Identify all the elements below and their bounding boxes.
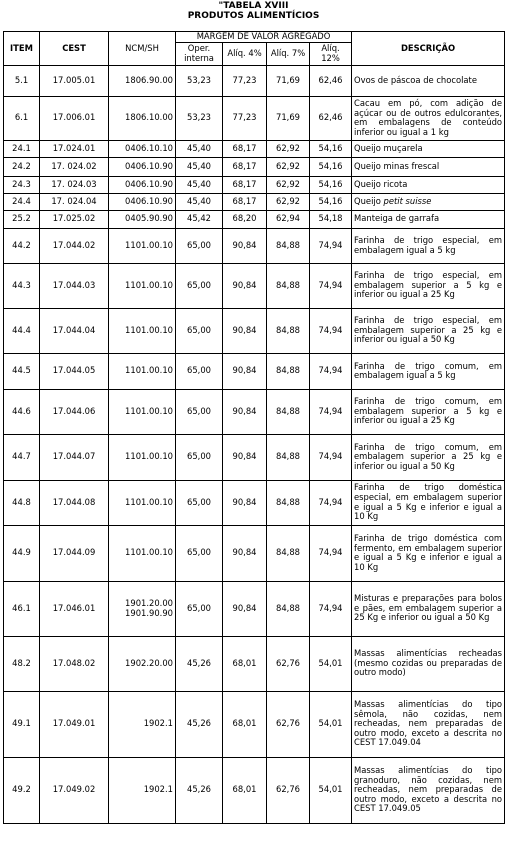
- cell-aliq4: 90,84: [223, 228, 267, 263]
- cell-aliq4: 90,84: [223, 389, 267, 434]
- cell-cest: 17.049.02: [40, 757, 109, 823]
- cell-oper: 45,26: [176, 757, 223, 823]
- cell-descricao-italic: petit suisse: [383, 195, 432, 206]
- table-row: [4, 581, 505, 636]
- cell-ncm: 1101.00.10: [109, 525, 176, 581]
- cell-aliq12: 74,94: [310, 389, 352, 434]
- cell-aliq7: 84,88: [267, 389, 310, 434]
- cell-item: 24.3: [4, 176, 40, 193]
- cell-oper: 65,00: [176, 263, 223, 308]
- cell-ncm: 1101.00.10: [109, 308, 176, 353]
- cell-descricao: Massas alimentícias do tipo granoduro, não cozidas, nem recheadas, nem preparadas de outro modo, exceto a descrita no CEST 17.049.05: [352, 757, 505, 823]
- cell-item: 44.8: [4, 480, 40, 525]
- cell-item: 5.1: [4, 65, 40, 96]
- cell-item: 44.3: [4, 263, 40, 308]
- cell-cest: 17.044.02: [40, 228, 109, 263]
- table-row: [4, 308, 505, 353]
- cell-cest: 17.044.09: [40, 525, 109, 581]
- cell-aliq12: 54,16: [310, 140, 352, 157]
- cell-aliq12: 74,94: [310, 228, 352, 263]
- cell-item: 49.1: [4, 691, 40, 757]
- products-table: [3, 31, 505, 824]
- cell-aliq7: 71,69: [267, 96, 310, 140]
- cell-ncm: 0406.10.10: [109, 140, 176, 157]
- cell-oper: 45,40: [176, 157, 223, 176]
- cell-item: 44.9: [4, 525, 40, 581]
- table-row: [4, 228, 505, 263]
- cell-descricao: Queijo minas frescal: [352, 157, 505, 176]
- cell-aliq4: 68,17: [223, 140, 267, 157]
- cell-aliq7: 84,88: [267, 434, 310, 480]
- cell-aliq4: 68,17: [223, 176, 267, 193]
- cell-cest: 17. 024.04: [40, 193, 109, 210]
- cell-aliq12: 54,01: [310, 636, 352, 691]
- table-title-line2: PRODUTOS ALIMENTÍCIOS: [187, 11, 320, 21]
- cell-aliq4: 68,17: [223, 157, 267, 176]
- cell-aliq7: 84,88: [267, 263, 310, 308]
- cell-cest: 17.044.07: [40, 434, 109, 480]
- cell-aliq12: 74,94: [310, 308, 352, 353]
- cell-oper: 65,00: [176, 525, 223, 581]
- cell-aliq4: 68,17: [223, 193, 267, 210]
- cell-descricao: Manteiga de garrafa: [352, 210, 505, 228]
- cell-descricao: Farinha de trigo comum, em embalagem igual a 5 kg: [352, 353, 505, 389]
- cell-descricao: Farinha de trigo comum, em embalagem superior a 5 kg e inferior ou igual a 25 Kg: [352, 389, 505, 434]
- cell-oper: 45,40: [176, 140, 223, 157]
- cell-aliq12: 54,16: [310, 157, 352, 176]
- header-ncm: NCM/SH: [109, 32, 176, 66]
- header-item: ITEM: [4, 32, 40, 66]
- cell-oper: 65,00: [176, 228, 223, 263]
- cell-aliq7: 71,69: [267, 65, 310, 96]
- cell-descricao: Farinha de trigo doméstica especial, em embalagem superior e igual a 5 Kg e inferior e igual a 10 Kg: [352, 480, 505, 525]
- cell-descricao: Queijo ricota: [352, 176, 505, 193]
- cell-aliq7: 84,88: [267, 581, 310, 636]
- cell-ncm: 1101.00.10: [109, 389, 176, 434]
- cell-descricao-prefix: Queijo: [354, 195, 384, 206]
- cell-oper: 65,00: [176, 389, 223, 434]
- cell-descricao: Farinha de trigo especial, em embalagem igual a 5 kg: [352, 228, 505, 263]
- cell-oper: 65,00: [176, 308, 223, 353]
- cell-aliq12: 54,01: [310, 757, 352, 823]
- cell-cest: 17.005.01: [40, 65, 109, 96]
- cell-aliq4: 90,84: [223, 581, 267, 636]
- cell-aliq4: 68,20: [223, 210, 267, 228]
- cell-item: 49.2: [4, 757, 40, 823]
- table-row: [4, 210, 505, 228]
- cell-item: 44.4: [4, 308, 40, 353]
- cell-aliq12: 62,46: [310, 65, 352, 96]
- table-row: [4, 353, 505, 389]
- cell-cest: 17.024.01: [40, 140, 109, 157]
- cell-cest: 17.048.02: [40, 636, 109, 691]
- cell-aliq12: 54,01: [310, 691, 352, 757]
- table-row: [4, 636, 505, 691]
- cell-cest: 17. 024.02: [40, 157, 109, 176]
- cell-cest: 17.044.06: [40, 389, 109, 434]
- cell-descricao: Farinha de trigo comum, em embalagem superior a 25 kg e inferior ou igual a 50 Kg: [352, 434, 505, 480]
- cell-cest: 17.025.02: [40, 210, 109, 228]
- cell-aliq12: 74,94: [310, 581, 352, 636]
- cell-oper: 45,42: [176, 210, 223, 228]
- cell-ncm: 1101.00.10: [109, 434, 176, 480]
- cell-aliq7: 84,88: [267, 480, 310, 525]
- cell-ncm: 0406.10.90: [109, 176, 176, 193]
- cell-ncm: 1902.20.00: [109, 636, 176, 691]
- cell-ncm: 1806.10.00: [109, 96, 176, 140]
- table-row: [4, 176, 505, 193]
- cell-aliq7: 62,92: [267, 176, 310, 193]
- cell-ncm: 0406.10.90: [109, 193, 176, 210]
- header-descricao: DESCRIÇÃO: [352, 32, 505, 66]
- header-oper-interna: Oper. interna: [176, 42, 223, 65]
- cell-item: 44.2: [4, 228, 40, 263]
- table-row: [4, 480, 505, 525]
- table-row: [4, 157, 505, 176]
- cell-cest: 17. 024.03: [40, 176, 109, 193]
- cell-aliq7: 84,88: [267, 228, 310, 263]
- cell-descricao: Ovos de páscoa de chocolate: [352, 65, 505, 96]
- cell-ncm: 1901.20.00 1901.90.90: [109, 581, 176, 636]
- cell-item: 25.2: [4, 210, 40, 228]
- table-row: [4, 691, 505, 757]
- table-row: [4, 96, 505, 140]
- cell-aliq12: 54,16: [310, 193, 352, 210]
- cell-aliq12: 74,94: [310, 434, 352, 480]
- cell-item: 24.1: [4, 140, 40, 157]
- cell-cest: 17.044.05: [40, 353, 109, 389]
- cell-ncm: 1902.1: [109, 691, 176, 757]
- cell-cest: 17.044.03: [40, 263, 109, 308]
- cell-oper: 45,26: [176, 691, 223, 757]
- cell-descricao: Farinha de trigo doméstica com fermento, em embalagem superior e igual a 5 Kg e inferior e igual a 10 Kg: [352, 525, 505, 581]
- table-row: [4, 434, 505, 480]
- cell-descricao: Misturas e preparações para bolos e pães, em embalagem superior a 25 Kg e inferior ou igual a 50 Kg: [352, 581, 505, 636]
- cell-aliq4: 68,01: [223, 636, 267, 691]
- cell-aliq12: 54,16: [310, 176, 352, 193]
- cell-item: 44.6: [4, 389, 40, 434]
- table-row: [4, 140, 505, 157]
- cell-aliq7: 62,76: [267, 757, 310, 823]
- cell-aliq7: 62,94: [267, 210, 310, 228]
- cell-oper: 45,40: [176, 193, 223, 210]
- cell-oper: 65,00: [176, 480, 223, 525]
- cell-aliq4: 90,84: [223, 434, 267, 480]
- cell-oper: 53,23: [176, 65, 223, 96]
- cell-aliq12: 74,94: [310, 480, 352, 525]
- cell-aliq4: 90,84: [223, 263, 267, 308]
- cell-descricao: Massas alimentícias recheadas (mesmo cozidas ou preparadas de outro modo): [352, 636, 505, 691]
- cell-item: 24.2: [4, 157, 40, 176]
- cell-oper: 45,40: [176, 176, 223, 193]
- table-row: [4, 193, 505, 210]
- header-cest: CEST: [40, 32, 109, 66]
- table-title-line1: "TABELA XVIII: [218, 1, 289, 11]
- cell-cest: 17.006.01: [40, 96, 109, 140]
- cell-descricao: Farinha de trigo especial, em embalagem superior a 5 kg e inferior ou igual a 25 Kg: [352, 263, 505, 308]
- cell-aliq4: 77,23: [223, 65, 267, 96]
- header-aliq-12: Alíq. 12%: [310, 42, 352, 65]
- cell-item: 44.7: [4, 434, 40, 480]
- cell-cest: 17.044.08: [40, 480, 109, 525]
- table-row: [4, 65, 505, 96]
- cell-cest: 17.046.01: [40, 581, 109, 636]
- cell-oper: 65,00: [176, 434, 223, 480]
- cell-ncm: 0405.90.90: [109, 210, 176, 228]
- cell-ncm: 1101.00.10: [109, 263, 176, 308]
- cell-descricao: Cacau em pó, com adição de açúcar ou de outros edulcorantes, em embalagens de conteúdo inferior ou igual a 1 kg: [352, 96, 505, 140]
- cell-ncm: 0406.10.90: [109, 157, 176, 176]
- cell-aliq7: 62,76: [267, 636, 310, 691]
- cell-oper: 65,00: [176, 353, 223, 389]
- header-aliq-7: Alíq. 7%: [267, 42, 310, 65]
- cell-aliq4: 68,01: [223, 691, 267, 757]
- cell-aliq7: 84,88: [267, 353, 310, 389]
- cell-aliq7: 62,92: [267, 140, 310, 157]
- cell-aliq12: 74,94: [310, 525, 352, 581]
- cell-oper: 65,00: [176, 581, 223, 636]
- cell-cest: 17.044.04: [40, 308, 109, 353]
- cell-ncm: 1101.00.10: [109, 228, 176, 263]
- cell-oper: 53,23: [176, 96, 223, 140]
- cell-aliq12: 74,94: [310, 353, 352, 389]
- cell-aliq12: 74,94: [310, 263, 352, 308]
- header-margem: MARGEM DE VALOR AGREGADO: [176, 32, 352, 43]
- cell-aliq4: 77,23: [223, 96, 267, 140]
- cell-descricao: Massas alimentícias do tipo sêmola, não cozidas, nem recheadas, nem preparadas de outro modo, exceto a descrita no CEST 17.049.04: [352, 691, 505, 757]
- table-title: [0, 0, 507, 21]
- cell-aliq7: 62,92: [267, 157, 310, 176]
- cell-ncm: 1101.00.10: [109, 480, 176, 525]
- table-row: [4, 757, 505, 823]
- cell-item: 24.4: [4, 193, 40, 210]
- cell-aliq4: 90,84: [223, 308, 267, 353]
- cell-aliq4: 90,84: [223, 525, 267, 581]
- cell-aliq12: 62,46: [310, 96, 352, 140]
- header-aliq-4: Alíq. 4%: [223, 42, 267, 65]
- cell-cest: 17.049.01: [40, 691, 109, 757]
- cell-aliq7: 84,88: [267, 525, 310, 581]
- cell-aliq12: 54,18: [310, 210, 352, 228]
- cell-descricao: [352, 193, 505, 210]
- cell-aliq7: 84,88: [267, 308, 310, 353]
- cell-item: 6.1: [4, 96, 40, 140]
- cell-item: 44.5: [4, 353, 40, 389]
- cell-oper: 45,26: [176, 636, 223, 691]
- table-row: [4, 263, 505, 308]
- cell-item: 46.1: [4, 581, 40, 636]
- cell-aliq7: 62,92: [267, 193, 310, 210]
- cell-ncm: 1902.1: [109, 757, 176, 823]
- cell-aliq7: 62,76: [267, 691, 310, 757]
- cell-aliq4: 68,01: [223, 757, 267, 823]
- cell-ncm: 1101.00.10: [109, 353, 176, 389]
- cell-ncm: 1806.90.00: [109, 65, 176, 96]
- cell-aliq4: 90,84: [223, 480, 267, 525]
- table-row: [4, 389, 505, 434]
- cell-descricao: Queijo muçarela: [352, 140, 505, 157]
- cell-aliq4: 90,84: [223, 353, 267, 389]
- cell-item: 48.2: [4, 636, 40, 691]
- table-row: [4, 525, 505, 581]
- cell-descricao: Farinha de trigo especial, em embalagem superior a 25 kg e inferior ou igual a 50 Kg: [352, 308, 505, 353]
